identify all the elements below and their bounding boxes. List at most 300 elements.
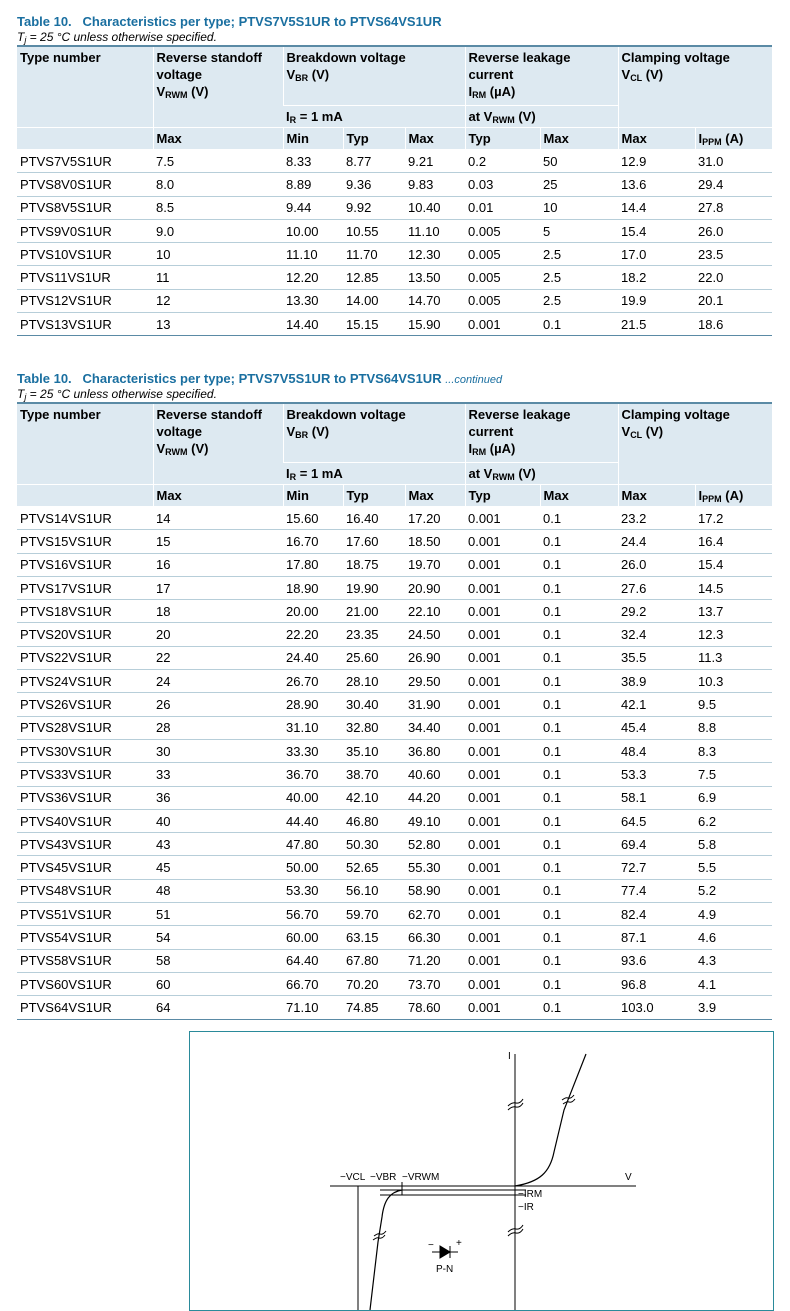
table-cell: 63.15 bbox=[343, 926, 405, 949]
table-cell: 0.1 bbox=[540, 507, 618, 530]
header-standoff: Reverse standoff voltage $V_{RWM}$ (V) bbox=[153, 403, 283, 485]
table-cell: 19.70 bbox=[405, 553, 465, 576]
table-cell: 35.5 bbox=[618, 646, 695, 669]
table-cell: 12.30 bbox=[405, 243, 465, 266]
table-cell: 36.70 bbox=[283, 763, 343, 786]
table-cell: PTVS58VS1UR bbox=[17, 949, 153, 972]
table-cell: 5.2 bbox=[695, 879, 772, 902]
table-cell: PTVS11VS1UR bbox=[17, 266, 153, 289]
table-cell: 22.0 bbox=[695, 266, 772, 289]
table-cell: 0.001 bbox=[465, 949, 540, 972]
table-cell: 29.50 bbox=[405, 670, 465, 693]
table-cell: 55.30 bbox=[405, 856, 465, 879]
table-cell: 14.4 bbox=[618, 196, 695, 219]
header-max: Max bbox=[540, 128, 618, 150]
table-cell: 0.1 bbox=[540, 786, 618, 809]
header-at-vrwm: at $V_{RWM}$ (V) bbox=[465, 463, 618, 485]
table-cell: 10 bbox=[540, 196, 618, 219]
table-cell: 0.1 bbox=[540, 716, 618, 739]
table-cell: 0.001 bbox=[465, 856, 540, 879]
diode-plus: + bbox=[456, 1238, 462, 1249]
table-cell: 0.1 bbox=[540, 809, 618, 832]
iv-curve-diagram bbox=[190, 1032, 773, 1310]
table-cell: 12 bbox=[153, 289, 283, 312]
table-cell: PTVS20VS1UR bbox=[17, 623, 153, 646]
table-cell: 17.2 bbox=[695, 507, 772, 530]
table-caption: Table 10. Characteristics per type; PTVS7V5S1UR to PTVS64VS1UR ...continued bbox=[17, 371, 503, 386]
table-cell: 12.9 bbox=[618, 150, 695, 173]
table-cell: 36.80 bbox=[405, 739, 465, 762]
table-cell: 27.8 bbox=[695, 196, 772, 219]
header-min: Min bbox=[283, 485, 343, 507]
table-row bbox=[17, 856, 772, 879]
table-cell: PTVS16VS1UR bbox=[17, 553, 153, 576]
table-cell: 16.70 bbox=[283, 530, 343, 553]
table-cell: 9.36 bbox=[343, 173, 405, 196]
table-row bbox=[17, 693, 772, 716]
table-cell: 7.5 bbox=[695, 763, 772, 786]
table-cell: 12.20 bbox=[283, 266, 343, 289]
diode-label: P-N bbox=[436, 1264, 454, 1275]
table-cell: 8.8 bbox=[695, 716, 772, 739]
table-cell: 5 bbox=[540, 219, 618, 242]
table-row bbox=[17, 763, 772, 786]
table-row bbox=[17, 600, 772, 623]
header-min: Min bbox=[283, 128, 343, 150]
table-row bbox=[17, 150, 772, 173]
table-cell: 48.4 bbox=[618, 739, 695, 762]
table-cell: 7.5 bbox=[153, 150, 283, 173]
table-cell: 9.92 bbox=[343, 196, 405, 219]
table-cell: 64 bbox=[153, 996, 283, 1019]
table-cell: 71.20 bbox=[405, 949, 465, 972]
table-cell: 8.77 bbox=[343, 150, 405, 173]
table-cell: 10.00 bbox=[283, 219, 343, 242]
table-cell: 23.35 bbox=[343, 623, 405, 646]
table-row bbox=[17, 553, 772, 576]
table-cell: 44.20 bbox=[405, 786, 465, 809]
table-cell: 0.1 bbox=[540, 856, 618, 879]
table-cell: 35.10 bbox=[343, 739, 405, 762]
table-cell: 33 bbox=[153, 763, 283, 786]
table-cell: 54 bbox=[153, 926, 283, 949]
table-cell: 26.70 bbox=[283, 670, 343, 693]
header-ir-condition: $I_R = 1$ mA bbox=[283, 106, 465, 128]
table-cell: 31.10 bbox=[283, 716, 343, 739]
table-cell: 14.70 bbox=[405, 289, 465, 312]
table-cell: 40.00 bbox=[283, 786, 343, 809]
table-row bbox=[17, 739, 772, 762]
table-row bbox=[17, 949, 772, 972]
table-cell: 59.70 bbox=[343, 903, 405, 926]
table-cell: 14.5 bbox=[695, 576, 772, 599]
table-cell: 10.55 bbox=[343, 219, 405, 242]
table-cell: 18 bbox=[153, 600, 283, 623]
table-row bbox=[17, 809, 772, 832]
table-row bbox=[17, 530, 772, 553]
table-cell: 0.005 bbox=[465, 289, 540, 312]
table-cell: 0.1 bbox=[540, 972, 618, 995]
table-cell: 0.001 bbox=[465, 903, 540, 926]
table-cell: PTVS17VS1UR bbox=[17, 576, 153, 599]
table-cell: 82.4 bbox=[618, 903, 695, 926]
characteristics-table-2 bbox=[17, 402, 772, 1020]
table-block-1 bbox=[17, 14, 772, 336]
table-cell: 30.40 bbox=[343, 693, 405, 716]
table-cell: PTVS13VS1UR bbox=[17, 313, 153, 336]
table-cell: 36 bbox=[153, 786, 283, 809]
table-cell: 22.10 bbox=[405, 600, 465, 623]
table-caption: Table 10. Characteristics per type; PTVS7V5S1UR to PTVS64VS1UR bbox=[17, 14, 442, 29]
table-cell: PTVS15VS1UR bbox=[17, 530, 153, 553]
table-cell: 19.9 bbox=[618, 289, 695, 312]
table-cell: 0.001 bbox=[465, 670, 540, 693]
diode-minus: − bbox=[428, 1240, 434, 1251]
table-row bbox=[17, 670, 772, 693]
table-cell: 13 bbox=[153, 313, 283, 336]
table-cell: 11.70 bbox=[343, 243, 405, 266]
table-cell: 28.90 bbox=[283, 693, 343, 716]
table-cell: 9.0 bbox=[153, 219, 283, 242]
table-cell: 70.20 bbox=[343, 972, 405, 995]
table-row bbox=[17, 996, 772, 1019]
header-breakdown: Breakdown voltage $V_{BR}$ (V) bbox=[283, 403, 465, 463]
table-cell: 13.6 bbox=[618, 173, 695, 196]
table-cell: 0.03 bbox=[465, 173, 540, 196]
table-cell: 14.40 bbox=[283, 313, 343, 336]
table-cell: 10.40 bbox=[405, 196, 465, 219]
table-cell: 11.3 bbox=[695, 646, 772, 669]
axis-v-label: V bbox=[625, 1172, 632, 1183]
table-cell: 8.33 bbox=[283, 150, 343, 173]
table-cell: 0.005 bbox=[465, 219, 540, 242]
table-cell: 40 bbox=[153, 809, 283, 832]
header-ir-condition: $I_R = 1$ mA bbox=[283, 463, 465, 485]
table-cell: 29.4 bbox=[695, 173, 772, 196]
table-cell: PTVS8V5S1UR bbox=[17, 196, 153, 219]
header-max: Max bbox=[153, 128, 283, 150]
table-cell: 17.80 bbox=[283, 553, 343, 576]
table-cell: 26.0 bbox=[695, 219, 772, 242]
table-cell: 78.60 bbox=[405, 996, 465, 1019]
table-cell: 12.3 bbox=[695, 623, 772, 646]
table-cell: 9.44 bbox=[283, 196, 343, 219]
table-cell: 66.70 bbox=[283, 972, 343, 995]
table-row bbox=[17, 972, 772, 995]
table-cell: 0.1 bbox=[540, 600, 618, 623]
table-cell: 0.1 bbox=[540, 739, 618, 762]
table-cell: 67.80 bbox=[343, 949, 405, 972]
table-cell: 0.1 bbox=[540, 926, 618, 949]
table-cell: 0.1 bbox=[540, 949, 618, 972]
table-cell: 15.4 bbox=[618, 219, 695, 242]
table-cell: PTVS33VS1UR bbox=[17, 763, 153, 786]
table-row bbox=[17, 173, 772, 196]
table-cell: 13.7 bbox=[695, 600, 772, 623]
table-cell: 22.20 bbox=[283, 623, 343, 646]
table-cell: 34.40 bbox=[405, 716, 465, 739]
table-cell: 0.005 bbox=[465, 266, 540, 289]
table-row bbox=[17, 289, 772, 312]
table-cell: 46.80 bbox=[343, 809, 405, 832]
table-cell: 31.0 bbox=[695, 150, 772, 173]
table-cell: 21.5 bbox=[618, 313, 695, 336]
table-cell: 0.001 bbox=[465, 833, 540, 856]
table-cell: PTVS10VS1UR bbox=[17, 243, 153, 266]
table-cell: 51 bbox=[153, 903, 283, 926]
characteristics-table-1 bbox=[17, 45, 772, 336]
header-type-number: Type number bbox=[17, 403, 153, 485]
table-cell: 25 bbox=[540, 173, 618, 196]
table-cell: 0.001 bbox=[465, 693, 540, 716]
table-cell: 0.1 bbox=[540, 763, 618, 786]
table-cell: 0.001 bbox=[465, 553, 540, 576]
table-cell: 0.001 bbox=[465, 926, 540, 949]
table-cell: 11.10 bbox=[405, 219, 465, 242]
table-cell: 20.90 bbox=[405, 576, 465, 599]
table-cell: 24.50 bbox=[405, 623, 465, 646]
table-cell: 18.2 bbox=[618, 266, 695, 289]
table-cell: 66.30 bbox=[405, 926, 465, 949]
header-ippm: $I_{PPM}$ (A) bbox=[695, 485, 772, 507]
table-cell: 0.001 bbox=[465, 507, 540, 530]
table-cell: 48 bbox=[153, 879, 283, 902]
table-cell: PTVS8V0S1UR bbox=[17, 173, 153, 196]
table-cell: 0.001 bbox=[465, 623, 540, 646]
header-max: Max bbox=[618, 485, 695, 507]
table-cell: 12.85 bbox=[343, 266, 405, 289]
table-cell: 0.1 bbox=[540, 833, 618, 856]
table-row bbox=[17, 623, 772, 646]
table-cell: 87.1 bbox=[618, 926, 695, 949]
header-typ: Typ bbox=[343, 128, 405, 150]
table-cell: 0.01 bbox=[465, 196, 540, 219]
table-cell: 18.75 bbox=[343, 553, 405, 576]
forward-curve bbox=[515, 1054, 586, 1186]
table-cell: PTVS28VS1UR bbox=[17, 716, 153, 739]
table-cell: 29.2 bbox=[618, 600, 695, 623]
table-cell: 21.00 bbox=[343, 600, 405, 623]
table-cell: PTVS40VS1UR bbox=[17, 809, 153, 832]
header-clamping: Clamping voltage $V_{CL}$ (V) bbox=[618, 46, 772, 128]
table-row bbox=[17, 576, 772, 599]
table-cell: 14.00 bbox=[343, 289, 405, 312]
header-breakdown: Breakdown voltage $V_{BR}$ (V) bbox=[283, 46, 465, 106]
table-cell: PTVS9V0S1UR bbox=[17, 219, 153, 242]
table-cell: 60.00 bbox=[283, 926, 343, 949]
table-cell: 16.40 bbox=[343, 507, 405, 530]
table-cell: 52.80 bbox=[405, 833, 465, 856]
table-cell: 9.83 bbox=[405, 173, 465, 196]
table-cell: 0.001 bbox=[465, 600, 540, 623]
table-cell: 15 bbox=[153, 530, 283, 553]
table-cell: PTVS30VS1UR bbox=[17, 739, 153, 762]
table-cell: 19.90 bbox=[343, 576, 405, 599]
table-cell: 5.8 bbox=[695, 833, 772, 856]
header-clamping: Clamping voltage $V_{CL}$ (V) bbox=[618, 403, 772, 485]
table-cell: 38.9 bbox=[618, 670, 695, 693]
table-cell: PTVS12VS1UR bbox=[17, 289, 153, 312]
table-cell: 23.5 bbox=[695, 243, 772, 266]
table-cell: 10 bbox=[153, 243, 283, 266]
table-condition: $T_j = 25$ °C unless otherwise specified. bbox=[17, 387, 217, 402]
table-cell: 5.5 bbox=[695, 856, 772, 879]
table-cell: 62.70 bbox=[405, 903, 465, 926]
table-cell: 23.2 bbox=[618, 507, 695, 530]
table-cell: 10.3 bbox=[695, 670, 772, 693]
table-cell: 8.0 bbox=[153, 173, 283, 196]
table-cell: PTVS64VS1UR bbox=[17, 996, 153, 1019]
table-cell: 22 bbox=[153, 646, 283, 669]
table-cell: 69.4 bbox=[618, 833, 695, 856]
table-cell: 20.00 bbox=[283, 600, 343, 623]
table-cell: 0.001 bbox=[465, 763, 540, 786]
table-row bbox=[17, 786, 772, 809]
table-block-2 bbox=[17, 371, 772, 1020]
table-cell: 11.10 bbox=[283, 243, 343, 266]
header-leakage: Reverse leakage current $I_{RM}$ (µA) bbox=[465, 403, 618, 463]
table-cell: 58 bbox=[153, 949, 283, 972]
table-cell: 17 bbox=[153, 576, 283, 599]
table-row bbox=[17, 833, 772, 856]
table-row bbox=[17, 219, 772, 242]
iv-characteristic-figure bbox=[189, 1031, 774, 1311]
vbr-label: −VBR bbox=[370, 1172, 397, 1183]
table-cell: 8.5 bbox=[153, 196, 283, 219]
table-cell: 0.001 bbox=[465, 530, 540, 553]
header-leakage: Reverse leakage current $I_{RM}$ (µA) bbox=[465, 46, 618, 106]
table-cell: 15.4 bbox=[695, 553, 772, 576]
header-empty bbox=[17, 485, 153, 507]
header-typ: Typ bbox=[465, 128, 540, 150]
table-cell: 8.3 bbox=[695, 739, 772, 762]
table-cell: 32.4 bbox=[618, 623, 695, 646]
table-condition: $T_j = 25$ °C unless otherwise specified. bbox=[17, 30, 217, 45]
table-cell: 9.21 bbox=[405, 150, 465, 173]
table-cell: 72.7 bbox=[618, 856, 695, 879]
table-cell: 103.0 bbox=[618, 996, 695, 1019]
table-cell: 28.10 bbox=[343, 670, 405, 693]
table-row bbox=[17, 646, 772, 669]
table-cell: PTVS22VS1UR bbox=[17, 646, 153, 669]
table-cell: 0.1 bbox=[540, 879, 618, 902]
header-at-vrwm: at $V_{RWM}$ (V) bbox=[465, 106, 618, 128]
table-cell: 13.50 bbox=[405, 266, 465, 289]
table-cell: 0.2 bbox=[465, 150, 540, 173]
table-cell: 49.10 bbox=[405, 809, 465, 832]
table-cell: 4.1 bbox=[695, 972, 772, 995]
ir-label: −IR bbox=[518, 1202, 534, 1213]
table-cell: 0.1 bbox=[540, 530, 618, 553]
table-cell: 2.5 bbox=[540, 289, 618, 312]
table-cell: 42.1 bbox=[618, 693, 695, 716]
table-cell: 50.30 bbox=[343, 833, 405, 856]
table-cell: 28 bbox=[153, 716, 283, 739]
table-cell: 6.2 bbox=[695, 809, 772, 832]
table-cell: 58.1 bbox=[618, 786, 695, 809]
table-cell: 0.001 bbox=[465, 576, 540, 599]
header-type-number: Type number bbox=[17, 46, 153, 128]
header-typ: Typ bbox=[465, 485, 540, 507]
table-cell: 17.20 bbox=[405, 507, 465, 530]
table-cell: 64.5 bbox=[618, 809, 695, 832]
table-cell: 96.8 bbox=[618, 972, 695, 995]
table-cell: 0.1 bbox=[540, 996, 618, 1019]
table-cell: 4.6 bbox=[695, 926, 772, 949]
table-cell: 26.0 bbox=[618, 553, 695, 576]
table-cell: 13.30 bbox=[283, 289, 343, 312]
table-cell: 0.001 bbox=[465, 739, 540, 762]
irm-label: −IRM bbox=[518, 1189, 543, 1200]
header-max: Max bbox=[618, 128, 695, 150]
table-cell: PTVS60VS1UR bbox=[17, 972, 153, 995]
table-cell: 18.50 bbox=[405, 530, 465, 553]
header-max: Max bbox=[405, 485, 465, 507]
header-empty bbox=[17, 128, 153, 150]
table-cell: 17.60 bbox=[343, 530, 405, 553]
breakdown-curve bbox=[370, 1190, 402, 1310]
table-cell: 14 bbox=[153, 507, 283, 530]
table-cell: 53.3 bbox=[618, 763, 695, 786]
table-cell: 24.4 bbox=[618, 530, 695, 553]
header-typ: Typ bbox=[343, 485, 405, 507]
table-cell: 25.60 bbox=[343, 646, 405, 669]
header-standoff: Reverse standoff voltage $V_{RWM}$ (V) bbox=[153, 46, 283, 128]
table-cell: 20 bbox=[153, 623, 283, 646]
table-cell: 74.85 bbox=[343, 996, 405, 1019]
table-cell: 0.1 bbox=[540, 693, 618, 716]
table-cell: 45.4 bbox=[618, 716, 695, 739]
table-cell: 17.0 bbox=[618, 243, 695, 266]
table-row bbox=[17, 903, 772, 926]
table-cell: 0.001 bbox=[465, 313, 540, 336]
table-row bbox=[17, 266, 772, 289]
table-cell: 26.90 bbox=[405, 646, 465, 669]
table-cell: 0.001 bbox=[465, 716, 540, 739]
table-row bbox=[17, 926, 772, 949]
table-cell: 26 bbox=[153, 693, 283, 716]
table-cell: 15.15 bbox=[343, 313, 405, 336]
table-cell: 9.5 bbox=[695, 693, 772, 716]
table-row bbox=[17, 243, 772, 266]
table-cell: 18.90 bbox=[283, 576, 343, 599]
table-cell: PTVS18VS1UR bbox=[17, 600, 153, 623]
vrwm-label: −VRWM bbox=[402, 1172, 440, 1183]
table-cell: 43 bbox=[153, 833, 283, 856]
table-cell: PTVS51VS1UR bbox=[17, 903, 153, 926]
table-cell: 24.40 bbox=[283, 646, 343, 669]
header-max: Max bbox=[540, 485, 618, 507]
table-cell: 38.70 bbox=[343, 763, 405, 786]
vcl-label: −VCL bbox=[340, 1172, 366, 1183]
table-cell: 56.10 bbox=[343, 879, 405, 902]
table-cell: 60 bbox=[153, 972, 283, 995]
table-cell: 33.30 bbox=[283, 739, 343, 762]
table-cell: PTVS14VS1UR bbox=[17, 507, 153, 530]
table-cell: 93.6 bbox=[618, 949, 695, 972]
table-cell: 30 bbox=[153, 739, 283, 762]
axis-i-label: I bbox=[508, 1051, 511, 1062]
table-row bbox=[17, 716, 772, 739]
table-cell: 0.001 bbox=[465, 879, 540, 902]
table-cell: PTVS36VS1UR bbox=[17, 786, 153, 809]
table-cell: 0.1 bbox=[540, 903, 618, 926]
header-max: Max bbox=[153, 485, 283, 507]
table-cell: 2.5 bbox=[540, 243, 618, 266]
table-cell: 73.70 bbox=[405, 972, 465, 995]
table-cell: PTVS45VS1UR bbox=[17, 856, 153, 879]
table-cell: 56.70 bbox=[283, 903, 343, 926]
